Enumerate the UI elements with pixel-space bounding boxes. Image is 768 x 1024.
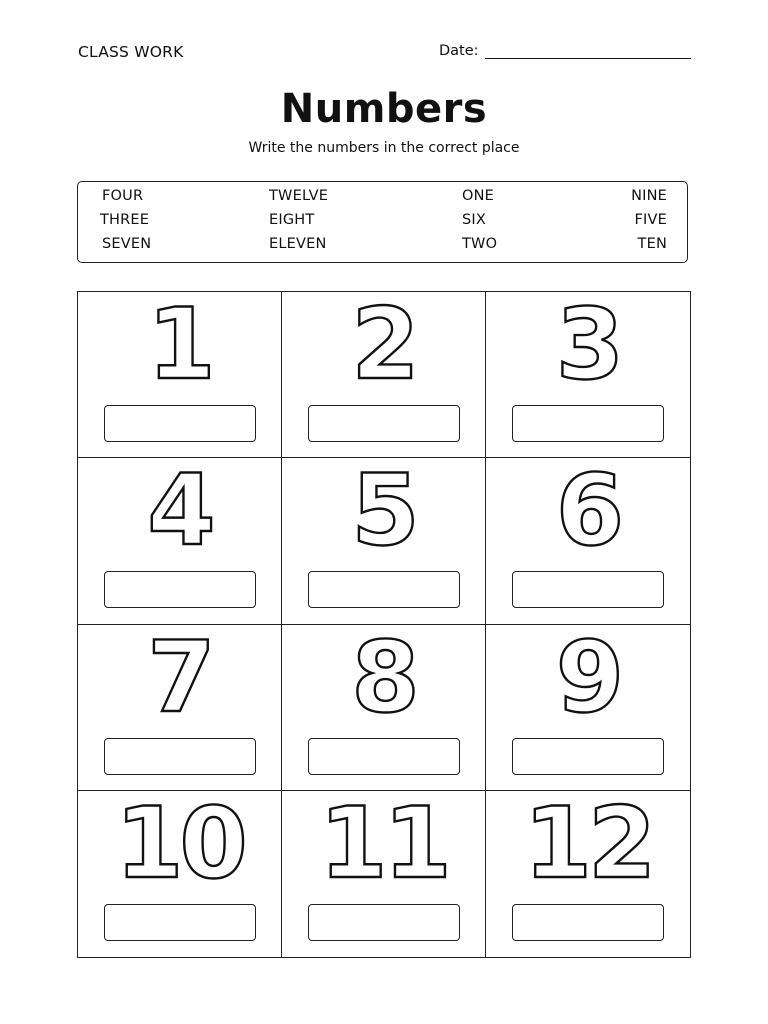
number-cell xyxy=(486,454,690,624)
word-bank-item: TWO xyxy=(462,236,498,252)
page-title: Numbers xyxy=(280,86,488,132)
answer-box[interactable] xyxy=(104,904,256,941)
outlined-numeral: 4 xyxy=(147,454,212,569)
instruction-text: Write the numbers in the correct place xyxy=(248,140,520,156)
outlined-numeral: 2 xyxy=(351,288,416,402)
word-bank-item: TEN xyxy=(637,236,667,252)
answer-box[interactable] xyxy=(104,405,256,442)
word-bank xyxy=(77,181,688,263)
date-label: Date: xyxy=(439,43,479,59)
word-bank-item: SIX xyxy=(462,212,487,228)
number-cell xyxy=(486,288,690,458)
answer-box[interactable] xyxy=(512,904,664,941)
answer-box[interactable] xyxy=(104,571,256,608)
class-work-label: CLASS WORK xyxy=(78,43,184,61)
word-bank-item: ONE xyxy=(462,188,495,204)
date-field xyxy=(439,43,691,59)
answer-box[interactable] xyxy=(308,904,460,941)
word-bank-item: SEVEN xyxy=(102,236,152,252)
answer-box[interactable] xyxy=(308,405,460,442)
number-cell xyxy=(78,620,282,791)
outlined-numeral: 10 xyxy=(115,786,244,901)
word-bank-item: ELEVEN xyxy=(269,236,327,252)
word-bank-item: NINE xyxy=(631,188,667,204)
outlined-numeral: 9 xyxy=(555,620,621,735)
number-grid xyxy=(77,288,691,958)
number-cell xyxy=(486,786,690,957)
word-bank-item: TWELVE xyxy=(269,188,329,204)
word-bank-item: FIVE xyxy=(634,212,667,228)
outlined-numeral: 1 xyxy=(147,288,212,402)
answer-box[interactable] xyxy=(308,571,460,608)
answer-box[interactable] xyxy=(512,738,664,775)
answer-box[interactable] xyxy=(512,405,664,442)
number-cell xyxy=(282,288,486,458)
outlined-numeral: 12 xyxy=(523,786,653,901)
word-bank-item: FOUR xyxy=(102,188,144,204)
outlined-numeral: 5 xyxy=(351,454,416,569)
answer-box[interactable] xyxy=(308,738,460,775)
number-cell xyxy=(486,620,690,791)
date-input-line[interactable] xyxy=(485,43,691,59)
outlined-numeral: 11 xyxy=(319,786,448,901)
outlined-numeral: 6 xyxy=(555,454,621,569)
outlined-numeral: 3 xyxy=(555,288,621,402)
word-bank-item: THREE xyxy=(100,212,150,228)
number-cell xyxy=(78,288,282,458)
answer-box[interactable] xyxy=(512,571,664,608)
number-cell xyxy=(78,454,282,624)
outlined-numeral: 7 xyxy=(147,620,212,735)
number-cell xyxy=(282,786,486,957)
outlined-numeral: 8 xyxy=(351,620,416,735)
answer-box[interactable] xyxy=(104,738,256,775)
word-bank-item: EIGHT xyxy=(269,212,315,228)
number-cell xyxy=(282,620,486,791)
number-cell xyxy=(282,454,486,624)
number-cell xyxy=(78,786,282,957)
